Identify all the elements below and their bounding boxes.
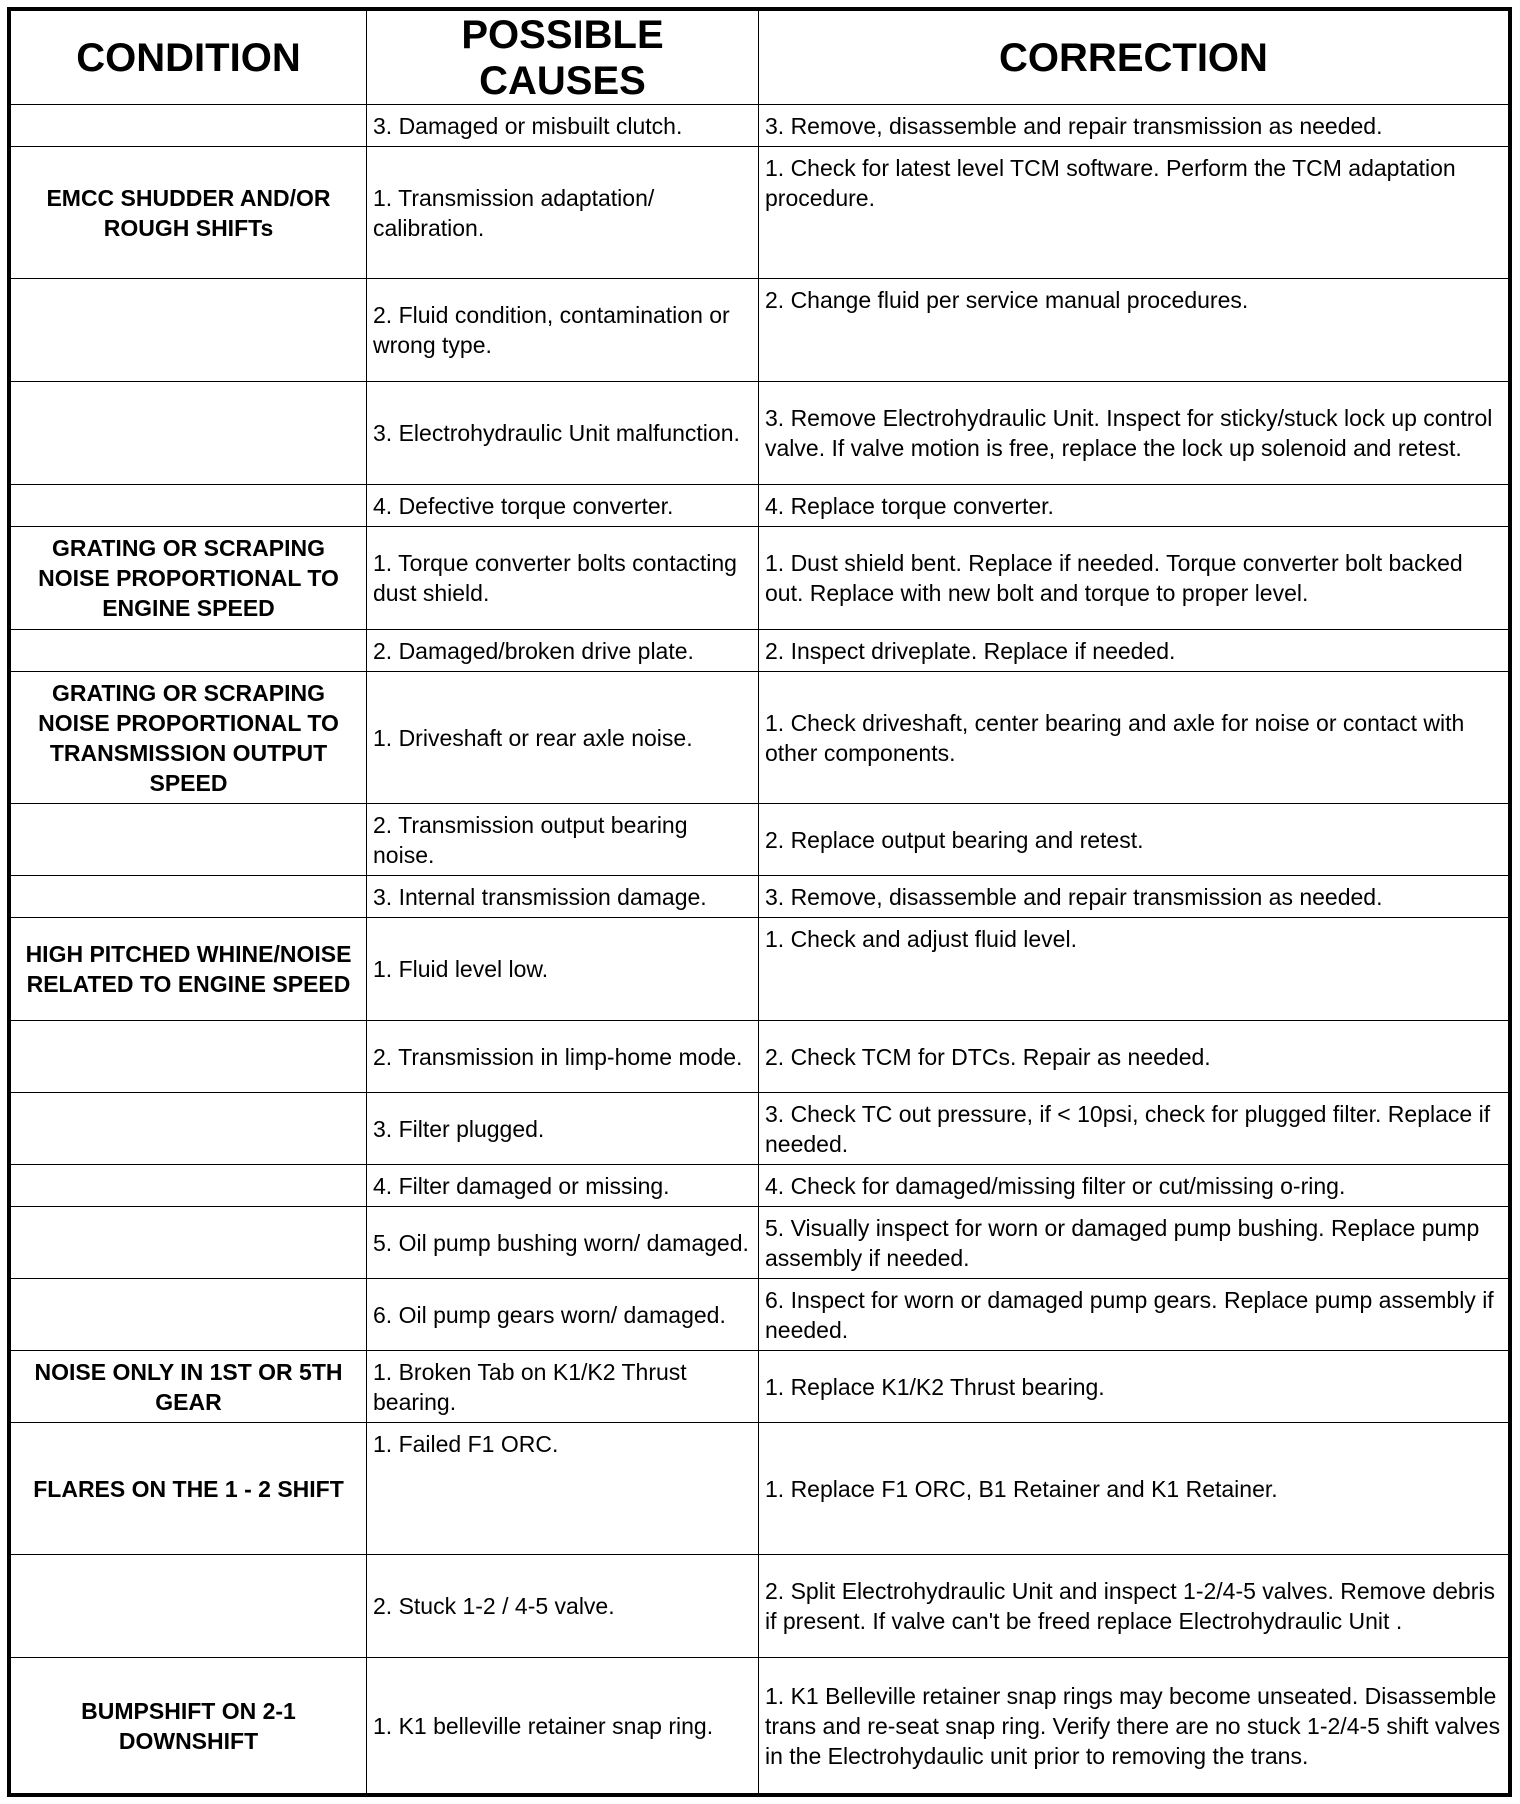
condition-cell: HIGH PITCHED WHINE/NOISE RELATED TO ENGINE SPEED — [11, 918, 367, 1021]
table-row — [11, 105, 1509, 147]
header-possible-causes — [367, 11, 759, 105]
header-row — [11, 11, 1509, 105]
cause-cell: 1. Failed F1 ORC. — [367, 1423, 759, 1555]
table-row — [11, 1351, 1509, 1423]
troubleshooting-chart — [7, 7, 1512, 1797]
table-row — [11, 918, 1509, 1021]
cause-cell: 5. Oil pump bushing worn/ damaged. — [367, 1207, 759, 1279]
table-row — [11, 804, 1509, 876]
condition-cell — [11, 1165, 367, 1207]
cause-cell: 1. Broken Tab on K1/K2 Thrust bearing. — [367, 1351, 759, 1423]
condition-cell — [11, 1207, 367, 1279]
table-row — [11, 1093, 1509, 1165]
cause-cell: 2. Stuck 1-2 / 4-5 valve. — [367, 1555, 759, 1658]
cause-cell: 4. Defective torque converter. — [367, 485, 759, 527]
correction-cell: 1. Replace K1/K2 Thrust bearing. — [759, 1351, 1509, 1423]
table-row — [11, 147, 1509, 279]
header-causes-line1: POSSIBLE — [461, 12, 664, 57]
correction-cell: 2. Check TCM for DTCs. Repair as needed. — [759, 1021, 1509, 1093]
correction-cell: 4. Check for damaged/missing filter or cut/missing o-ring. — [759, 1165, 1509, 1207]
condition-cell — [11, 105, 367, 147]
correction-cell: 1. Check and adjust fluid level. — [759, 918, 1509, 1021]
cause-cell: 1. Driveshaft or rear axle noise. — [367, 672, 759, 804]
diagnosis-table — [10, 10, 1509, 1794]
cause-cell: 1. Fluid level low. — [367, 918, 759, 1021]
correction-cell: 3. Remove, disassemble and repair transmission as needed. — [759, 105, 1509, 147]
table-row — [11, 485, 1509, 527]
cause-cell: 4. Filter damaged or missing. — [367, 1165, 759, 1207]
correction-cell: 1. K1 Belleville retainer snap rings may become unseated. Disassemble trans and re-seat snap ring. Verify there are no stuck 1-2/4-5 shift valves in the Electrohydaulic unit prior to removing the trans. — [759, 1658, 1509, 1794]
table-row — [11, 630, 1509, 672]
correction-cell: 3. Remove, disassemble and repair transmission as needed. — [759, 876, 1509, 918]
condition-cell: EMCC SHUDDER AND/OR ROUGH SHIFTs — [11, 147, 367, 279]
cause-cell: 3. Filter plugged. — [367, 1093, 759, 1165]
condition-cell: GRATING OR SCRAPING NOISE PROPORTIONAL TO ENGINE SPEED — [11, 527, 367, 630]
correction-cell: 3. Check TC out pressure, if < 10psi, check for plugged filter. Replace if needed. — [759, 1093, 1509, 1165]
cause-cell: 2. Transmission in limp-home mode. — [367, 1021, 759, 1093]
table-row — [11, 1279, 1509, 1351]
cause-cell: 1. Transmission adaptation/ calibration. — [367, 147, 759, 279]
condition-cell — [11, 382, 367, 485]
cause-cell: 2. Damaged/broken drive plate. — [367, 630, 759, 672]
correction-cell: 2. Split Electrohydraulic Unit and inspect 1-2/4-5 valves. Remove debris if present. If valve can't be freed replace Electrohydraulic Unit . — [759, 1555, 1509, 1658]
correction-cell: 5. Visually inspect for worn or damaged pump bushing. Replace pump assembly if needed. — [759, 1207, 1509, 1279]
condition-cell: FLARES ON THE 1 - 2 SHIFT — [11, 1423, 367, 1555]
cause-cell: 6. Oil pump gears worn/ damaged. — [367, 1279, 759, 1351]
table-row — [11, 279, 1509, 382]
table-row — [11, 1555, 1509, 1658]
condition-cell — [11, 630, 367, 672]
cause-cell: 2. Fluid condition, contamination or wrong type. — [367, 279, 759, 382]
condition-cell — [11, 279, 367, 382]
condition-cell: NOISE ONLY IN 1ST OR 5TH GEAR — [11, 1351, 367, 1423]
header-condition: CONDITION — [11, 11, 367, 105]
correction-cell: 3. Remove Electrohydraulic Unit. Inspect for sticky/stuck lock up control valve. If valve motion is free, replace the lock up solenoid and retest. — [759, 382, 1509, 485]
condition-cell — [11, 1555, 367, 1658]
cause-cell: 2. Transmission output bearing noise. — [367, 804, 759, 876]
correction-cell: 2. Inspect driveplate. Replace if needed. — [759, 630, 1509, 672]
table-row — [11, 672, 1509, 804]
condition-cell — [11, 1093, 367, 1165]
correction-cell: 4. Replace torque converter. — [759, 485, 1509, 527]
cause-cell: 3. Internal transmission damage. — [367, 876, 759, 918]
table-row — [11, 1165, 1509, 1207]
condition-cell — [11, 485, 367, 527]
table-row — [11, 876, 1509, 918]
header-correction: CORRECTION — [759, 11, 1509, 105]
cause-cell: 3. Damaged or misbuilt clutch. — [367, 105, 759, 147]
header-causes-line2: CAUSES — [479, 58, 646, 103]
condition-cell: BUMPSHIFT ON 2-1 DOWNSHIFT — [11, 1658, 367, 1794]
table-row — [11, 1207, 1509, 1279]
table-row — [11, 1423, 1509, 1555]
table-row — [11, 382, 1509, 485]
condition-cell — [11, 1279, 367, 1351]
correction-cell: 1. Replace F1 ORC, B1 Retainer and K1 Retainer. — [759, 1423, 1509, 1555]
cause-cell: 3. Electrohydraulic Unit malfunction. — [367, 382, 759, 485]
table-row — [11, 1021, 1509, 1093]
correction-cell: 1. Check driveshaft, center bearing and axle for noise or contact with other components. — [759, 672, 1509, 804]
correction-cell: 6. Inspect for worn or damaged pump gears. Replace pump assembly if needed. — [759, 1279, 1509, 1351]
condition-cell — [11, 1021, 367, 1093]
correction-cell: 1. Check for latest level TCM software. Perform the TCM adaptation procedure. — [759, 147, 1509, 279]
condition-cell: GRATING OR SCRAPING NOISE PROPORTIONAL TO TRANSMISSION OUTPUT SPEED — [11, 672, 367, 804]
table-row — [11, 1658, 1509, 1794]
table-row — [11, 527, 1509, 630]
condition-cell — [11, 804, 367, 876]
condition-cell — [11, 876, 367, 918]
correction-cell: 1. Dust shield bent. Replace if needed. Torque converter bolt backed out. Replace with new bolt and torque to proper level. — [759, 527, 1509, 630]
cause-cell: 1. K1 belleville retainer snap ring. — [367, 1658, 759, 1794]
correction-cell: 2. Replace output bearing and retest. — [759, 804, 1509, 876]
correction-cell: 2. Change fluid per service manual procedures. — [759, 279, 1509, 382]
cause-cell: 1. Torque converter bolts contacting dust shield. — [367, 527, 759, 630]
